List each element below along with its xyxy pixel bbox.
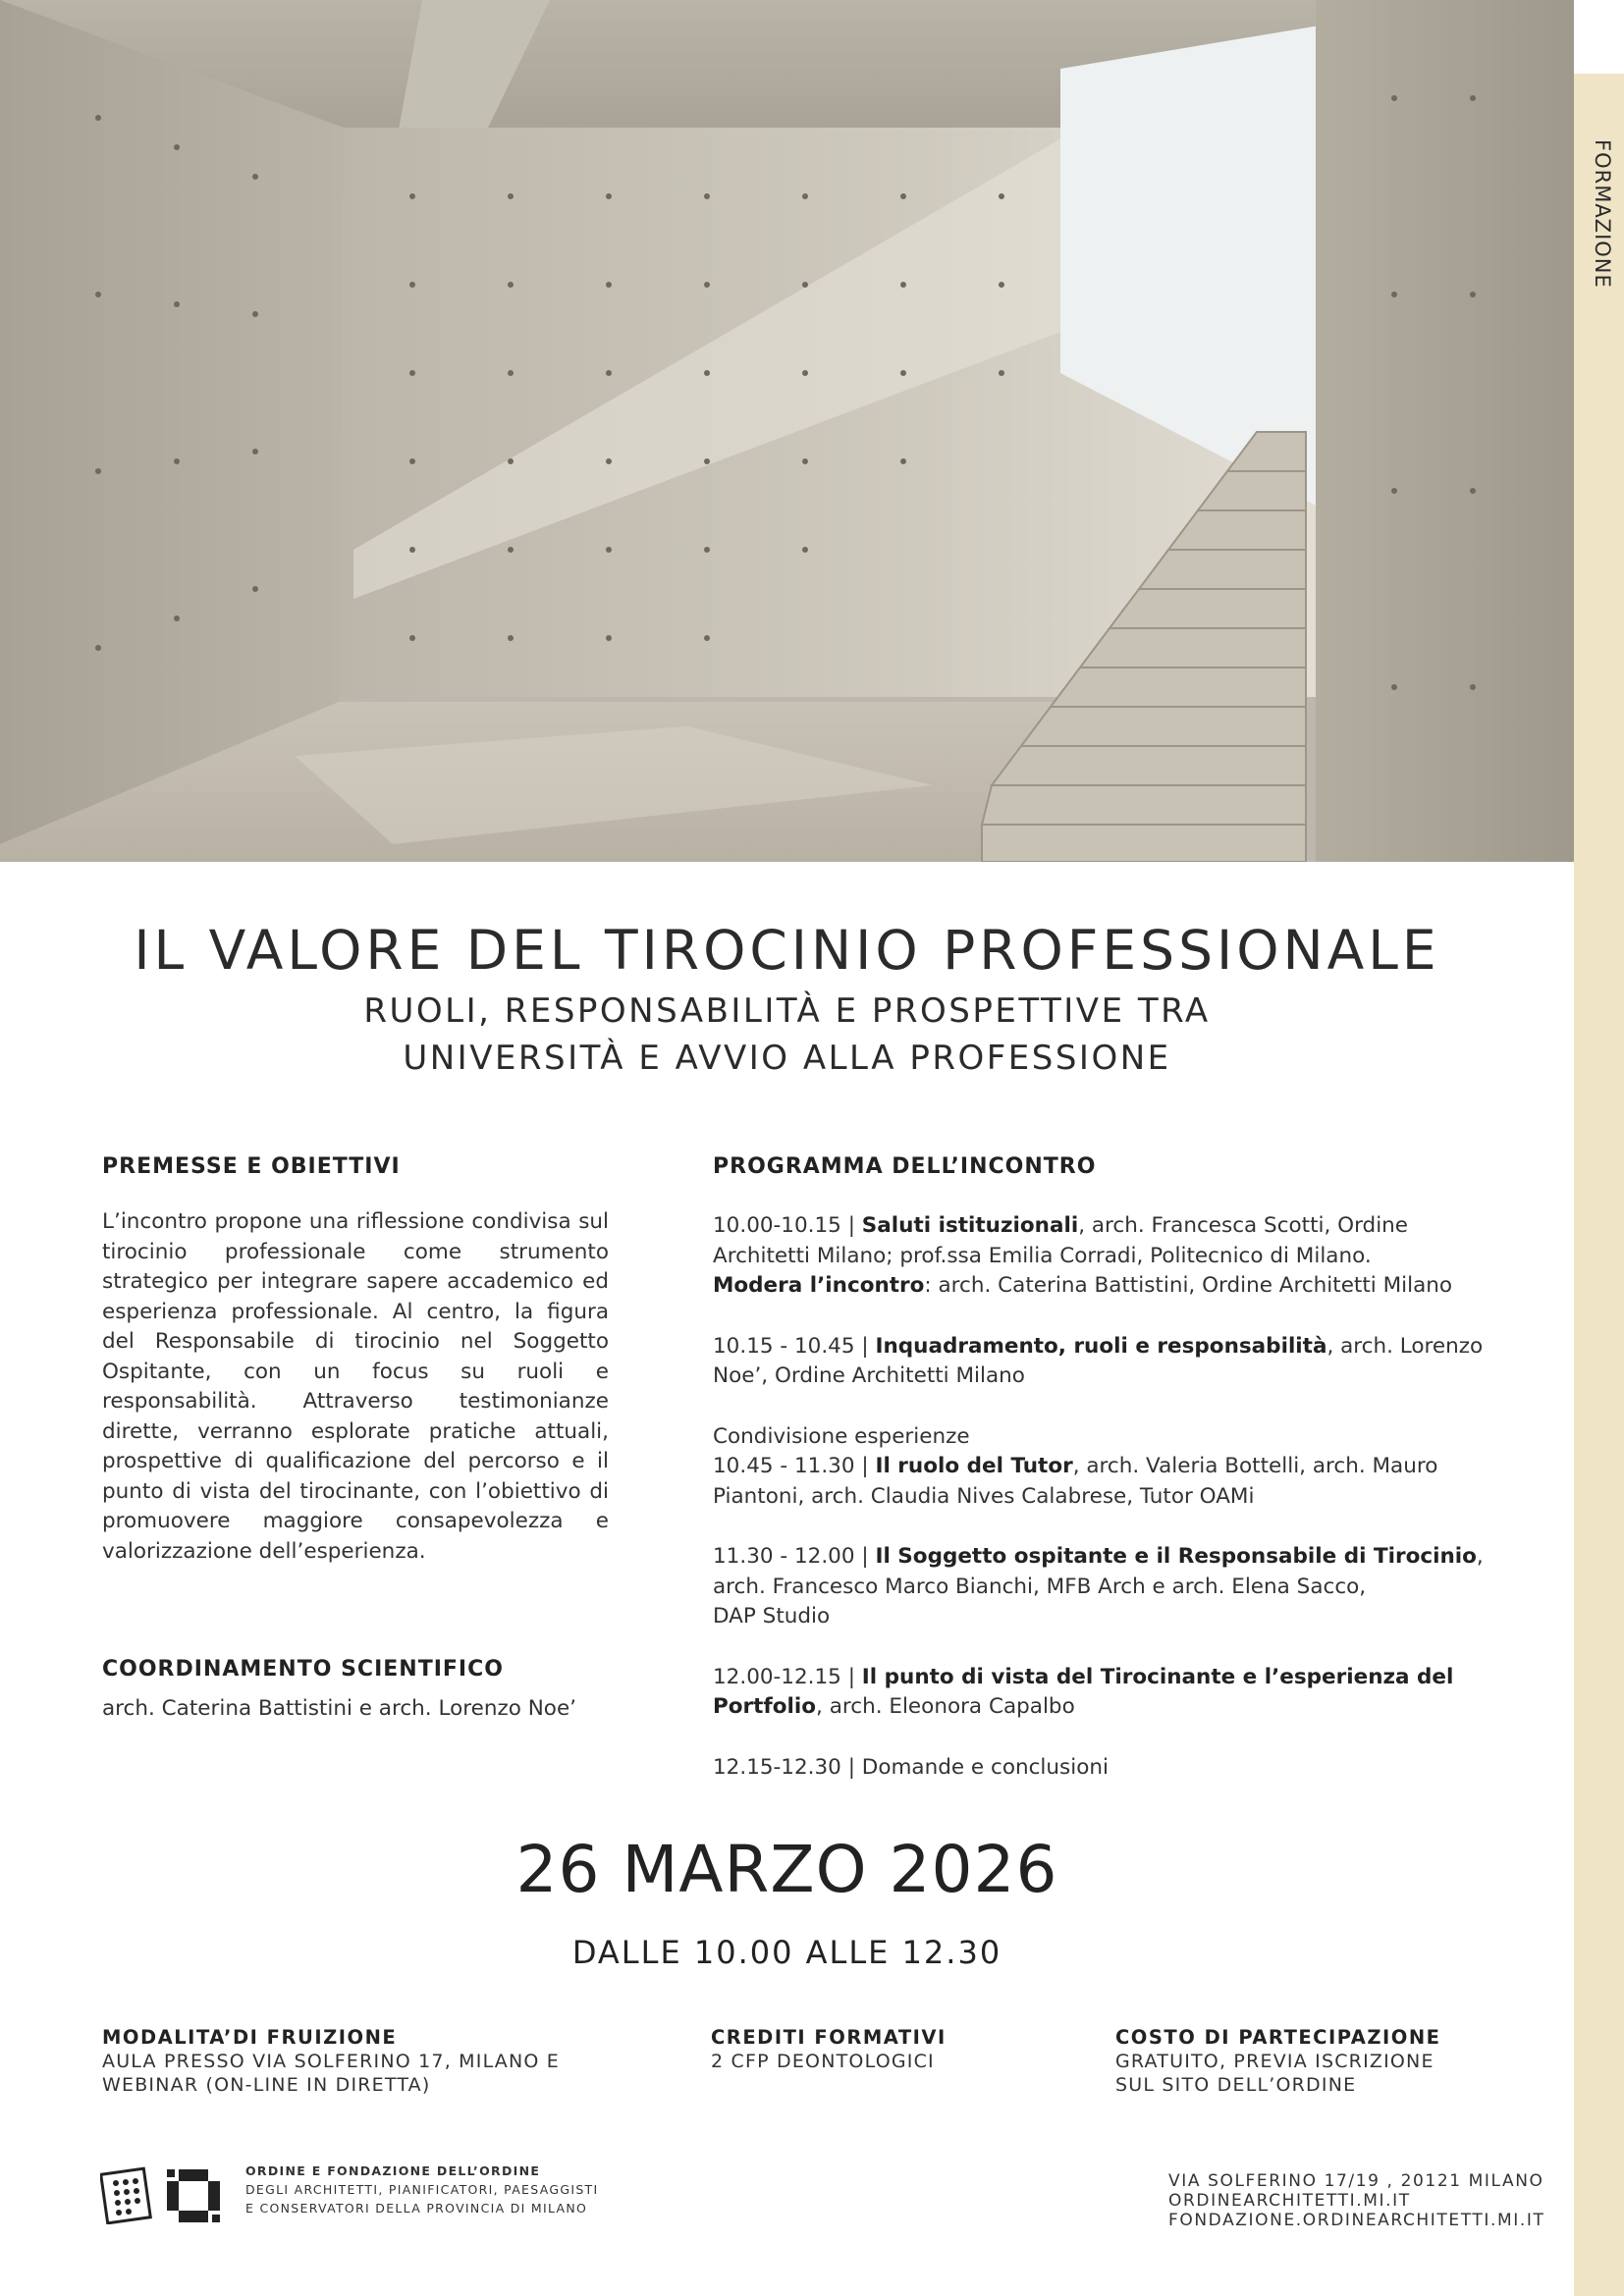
info-costo: [1115, 2026, 1469, 2097]
program-item-2: [713, 1332, 1498, 1392]
org-line-3: E CONSERVATORI DELLA PROVINCIA DI MILANO: [245, 2201, 588, 2216]
ordine-logo-icon: [100, 2165, 159, 2224]
program-title: Il punto di vista del Tirocinante e l’esperienza del Portfolio: [713, 1664, 1454, 1719]
program-item-1: [713, 1211, 1498, 1302]
program-item-6: [713, 1753, 1498, 1784]
program-item-4: [713, 1542, 1498, 1632]
programma-heading: PROGRAMMA DELL’INCONTRO: [713, 1154, 1097, 1179]
program-speakers-cont: DAP Studio: [713, 1604, 831, 1629]
premesse-text: L’incontro propone una riflessione condivisa sul tirocinio professionale come strumento strategico per integrare sapere accademico ed esperienza professionale. Al centro, la figura del Responsabile di tirocinio nel Soggetto Ospitante, con un focus su ruoli e responsabilità. Attraverso testimonianze dirette, verranno esplorate pratiche attuali, prospettive di qualificazione del percorso e il punto di vista del tirocinante, con l’obiettivo di promuovere maggiore consapevolezza e valorizzazione dell’esperienza.: [102, 1209, 609, 1564]
info-modalita-line1: AULA PRESSO VIA SOLFERINO 17, MILANO E: [102, 2051, 561, 2072]
program-list: [713, 1211, 1498, 1813]
program-title: Il ruolo del Tutor: [875, 1454, 1073, 1478]
program-title: Saluti istituzionali: [861, 1213, 1079, 1238]
event-time: DALLE 10.00 ALLE 12.30: [571, 1934, 1002, 1971]
side-band: [1574, 74, 1624, 2296]
org-name-block: [245, 2162, 598, 2217]
address-line: VIA SOLFERINO 17/19 , 20121 MILANO: [1168, 2171, 1544, 2191]
info-modalita: [102, 2026, 613, 2097]
info-costo-line2: SUL SITO DELL’ORDINE: [1115, 2074, 1357, 2096]
org-line-2: DEGLI ARCHITETTI, PIANIFICATORI, PAESAGGISTI: [245, 2182, 599, 2197]
info-crediti: [711, 2026, 1005, 2073]
event-date: 26 MARZO 2026: [515, 1832, 1058, 1907]
fondazione-logo-icon: [165, 2167, 222, 2224]
website-link-ordine[interactable]: ORDINEARCHITETTI.MI.IT: [1168, 2191, 1411, 2211]
moderator-name: : arch. Caterina Battistini, Ordine Architetti Milano: [924, 1273, 1453, 1298]
info-modalita-line2: WEBINAR (ON-LINE IN DIRETTA): [102, 2074, 431, 2096]
program-item-5: [713, 1663, 1498, 1723]
address-block: [1168, 2171, 1545, 2230]
premesse-heading: PREMESSE E OBIETTIVI: [102, 1154, 401, 1179]
coordinamento-text: arch. Caterina Battistini e arch. Lorenzo Noe’: [102, 1696, 577, 1721]
program-time: 10.45 - 11.30 |: [713, 1454, 876, 1478]
moderator-label: Modera l’incontro: [713, 1273, 925, 1298]
info-crediti-title: CREDITI FORMATIVI: [711, 2026, 947, 2049]
info-modalita-title: MODALITA’DI FRUIZIONE: [102, 2026, 398, 2049]
coordinamento-heading: COORDINAMENTO SCIENTIFICO: [102, 1657, 504, 1682]
hero-photo: [0, 0, 1574, 862]
program-section-label: Condivisione esperienze: [713, 1423, 970, 1449]
info-costo-line1: GRATUITO, PREVIA ISCRIZIONE: [1115, 2051, 1435, 2072]
program-speakers: , arch. Eleonora Capalbo: [816, 1694, 1075, 1719]
program-time: 11.30 - 12.00 |: [713, 1544, 876, 1569]
subtitle-line-1: RUOLI, RESPONSABILITÀ E PROSPETTIVE TRA: [363, 991, 1211, 1031]
program-speakers: , arch. Francesca Scotti, Ordine Architetti Milano; prof.ssa Emilia Corradi, Politecnico di Milano.: [713, 1213, 1409, 1268]
program-speakers: , arch. Lorenzo Noe’, Ordine Architetti Milano: [713, 1333, 1484, 1388]
program-title: Inquadramento, ruoli e responsabilità: [875, 1333, 1327, 1359]
subtitle-line-2: UNIVERSITÀ E AVVIO ALLA PROFESSIONE: [403, 1039, 1171, 1078]
footer-logo-area: [100, 2162, 630, 2228]
concrete-stair-illustration: [0, 0, 1574, 862]
website-link-fondazione[interactable]: FONDAZIONE.ORDINEARCHITETTI.MI.IT: [1168, 2211, 1545, 2230]
program-time: 12.00-12.15 |: [713, 1664, 862, 1689]
program-time: 10.15 - 10.45 |: [713, 1333, 876, 1359]
org-line-1: ORDINE E FONDAZIONE DELL’ORDINE: [245, 2163, 541, 2178]
program-closing: 12.15-12.30 | Domande e conclusioni: [713, 1754, 1109, 1780]
program-time: 10.00-10.15 |: [713, 1213, 862, 1238]
program-speakers: , arch. Francesco Marco Bianchi, MFB Arch e arch. Elena Sacco,: [713, 1544, 1484, 1599]
side-label: FORMAZIONE: [1591, 139, 1614, 289]
info-crediti-line1: 2 CFP DEONTOLOGICI: [711, 2051, 935, 2072]
program-item-3: [713, 1422, 1498, 1513]
info-costo-title: COSTO DI PARTECIPAZIONE: [1115, 2026, 1441, 2049]
program-title: Il Soggetto ospitante e il Responsabile di Tirocinio: [875, 1544, 1477, 1569]
program-speakers: , arch. Valeria Bottelli, arch. Mauro Piantoni, arch. Claudia Nives Calabrese, Tutor OAMi: [713, 1454, 1438, 1509]
main-title: IL VALORE DEL TIROCINIO PROFESSIONALE: [134, 919, 1440, 982]
